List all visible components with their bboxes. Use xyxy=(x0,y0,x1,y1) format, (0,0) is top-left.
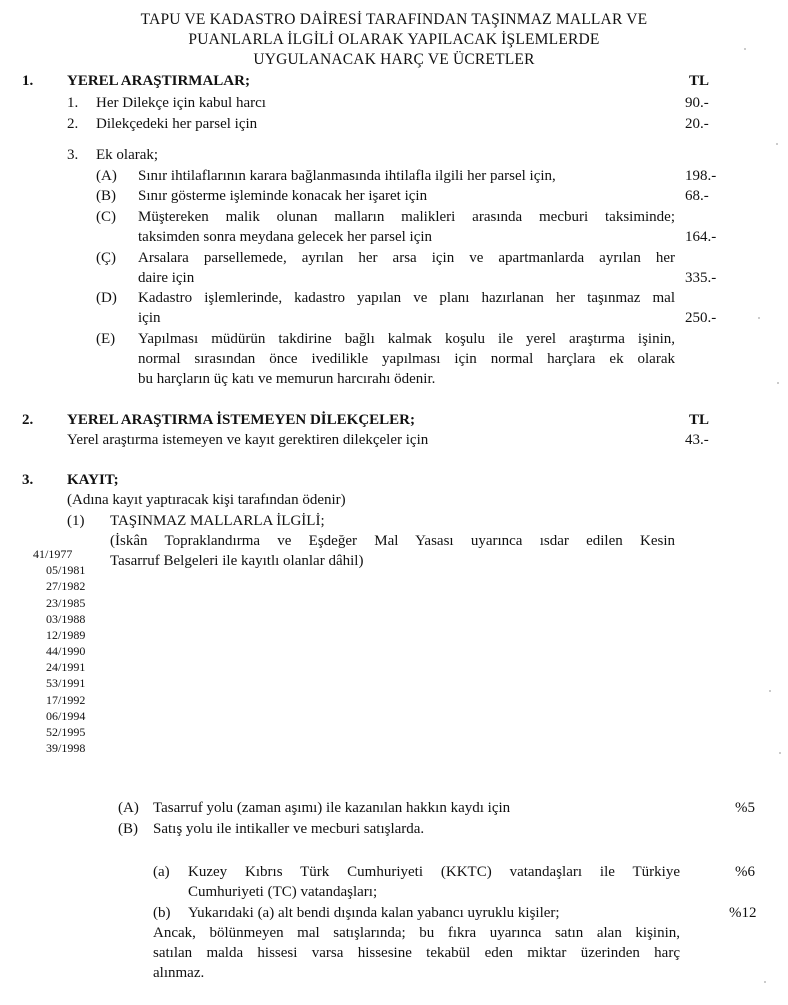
sub-1-note-line-2: Tasarruf Belgeleri ile kayıtlı olanlar dâhil) xyxy=(110,553,364,569)
law-ref: 44/1990 xyxy=(46,644,86,658)
sub-b-rate: %12 xyxy=(729,905,757,921)
sub-D-label: (D) xyxy=(96,290,117,306)
sub-1-number: (1) xyxy=(67,513,85,529)
law-ref: 06/1994 xyxy=(46,709,86,723)
title-line-2: PUANLARLA İLGİLİ OLARAK YAPILACAK İŞLEMLERDE xyxy=(188,31,600,48)
law-ref: 24/1991 xyxy=(46,660,86,674)
sub-Ç-line-1: Arsalara parsellemede, ayrılan her arsa için ve apartmanlarda ayrılan her xyxy=(138,250,675,266)
ancak-line-3: alınmaz. xyxy=(153,965,205,981)
sub-E-line-2: normal sırasından önce ivedilikle yapılması için normal harçlara ek olarak xyxy=(138,351,675,367)
law-ref: 17/1992 xyxy=(46,693,86,707)
sub-3B-text: Satış yolu ile intikaller ve mecburi satışlarda. xyxy=(153,821,425,837)
ancak-line-2: satılan malda hissesi varsa hissesine tekabül eden miktar üzerinden harç xyxy=(153,945,680,961)
sub-Ç-amount: 335.- xyxy=(685,270,717,286)
scan-speck xyxy=(776,143,778,145)
sub-D-amount: 250.- xyxy=(685,310,717,326)
section-1-currency: TL xyxy=(689,73,710,89)
sub-A-amount: 198.- xyxy=(685,168,717,184)
sub-C-line-1: Müştereken malik olunan malların malikleri arasında mecburi taksiminde; xyxy=(138,209,675,225)
section-3-number: 3. xyxy=(22,472,34,488)
sub-Ç-line-2: daire için xyxy=(138,270,195,286)
item-2-amount: 20.- xyxy=(685,116,709,132)
scan-speck xyxy=(777,382,779,384)
sub-C-amount: 164.- xyxy=(685,229,717,245)
sub-3A-text: Tasarruf yolu (zaman aşımı) ile kazanılan hakkın kaydı için xyxy=(153,800,511,816)
section-2-amount: 43.- xyxy=(685,432,709,448)
sub-a-line-2: Cumhuriyeti (TC) vatandaşları; xyxy=(188,884,378,900)
item-2-number: 2. xyxy=(67,116,79,132)
item-3-text: Ek olarak; xyxy=(96,147,159,163)
law-ref: 03/1988 xyxy=(46,612,86,626)
item-1-amount: 90.- xyxy=(685,95,709,111)
scan-speck xyxy=(744,48,746,50)
sub-E-label: (E) xyxy=(96,331,116,347)
law-ref: 53/1991 xyxy=(46,676,86,690)
sub-a-line-1: Kuzey Kıbrıs Türk Cumhuriyeti (KKTC) vatandaşları ile Türkiye xyxy=(188,864,680,880)
law-ref: 12/1989 xyxy=(46,628,86,642)
law-ref: 39/1998 xyxy=(46,741,86,755)
section-2-text: Yerel araştırma istemeyen ve kayıt gerektiren dilekçeler için xyxy=(67,432,429,448)
sub-C-line-2: taksimden sonra meydana gelecek her parsel için xyxy=(138,229,433,245)
sub-E-line-3: bu harçların üç katı ve memurun harcırahı ödenir. xyxy=(138,371,436,387)
section-3-note: (Adına kayıt yaptıracak kişi tarafından ödenir) xyxy=(67,492,346,508)
scan-speck xyxy=(764,981,766,983)
sub-Ç-label: (Ç) xyxy=(96,250,116,266)
sub-1-note-line-1: (İskân Topraklandırma ve Eşdeğer Mal Yasası uyarınca ısdar edilen Kesin xyxy=(110,533,675,549)
sub-B-label: (B) xyxy=(96,188,116,204)
sub-B-line-1: Sınır gösterme işleminde konacak her işaret için xyxy=(138,188,428,204)
scan-speck xyxy=(779,752,781,754)
item-1-number: 1. xyxy=(67,95,79,111)
sub-D-line-1: Kadastro işlemlerinde, kadastro yapılan ve planı hazırlanan her taşınmaz mal xyxy=(138,290,675,306)
sub-B-amount: 68.- xyxy=(685,188,709,204)
item-1-text: Her Dilekçe için kabul harcı xyxy=(96,95,266,111)
sub-3A-label: (A) xyxy=(118,800,139,816)
section-2-currency: TL xyxy=(689,412,710,428)
sub-b-text: Yukarıdaki (a) alt bendi dışında kalan yabancı uyruklu kişiler; xyxy=(188,905,560,921)
sub-a-rate: %6 xyxy=(735,864,755,880)
section-1-heading: YEREL ARAŞTIRMALAR; xyxy=(67,73,250,89)
section-3-heading: KAYIT; xyxy=(67,472,119,488)
law-ref: 41/1977 xyxy=(33,547,73,561)
item-3-number: 3. xyxy=(67,147,79,163)
title-line-3: UYGULANACAK HARÇ VE ÜCRETLER xyxy=(253,51,535,68)
law-ref: 23/1985 xyxy=(46,596,86,610)
sub-3B-label: (B) xyxy=(118,821,138,837)
ancak-line-1: Ancak, bölünmeyen mal satışlarında; bu fıkra uyarınca satın alan kişinin, xyxy=(153,925,680,941)
law-ref: 05/1981 xyxy=(46,563,86,577)
item-2-text: Dilekçedeki her parsel için xyxy=(96,116,258,132)
law-ref: 27/1982 xyxy=(46,579,86,593)
sub-b-label: (b) xyxy=(153,905,171,921)
section-2-heading: YEREL ARAŞTIRMA İSTEMEYEN DİLEKÇELER; xyxy=(67,412,415,428)
sub-3A-rate: %5 xyxy=(735,800,755,816)
section-2-number: 2. xyxy=(22,412,34,428)
law-ref: 52/1995 xyxy=(46,725,86,739)
scan-speck xyxy=(769,690,771,692)
title-line-1: TAPU VE KADASTRO DAİRESİ TARAFINDAN TAŞINMAZ MALLAR VE xyxy=(140,11,648,28)
sub-A-label: (A) xyxy=(96,168,117,184)
scan-speck xyxy=(758,317,760,319)
sub-D-line-2: için xyxy=(138,310,161,326)
sub-E-line-1: Yapılması müdürün takdirine bağlı kalmak koşulu ile yerel araştırma işinin, xyxy=(138,331,675,347)
sub-A-line-1: Sınır ihtilaflarının karara bağlanmasında ihtilafla ilgili her parsel için, xyxy=(138,168,556,184)
sub-1-heading: TAŞINMAZ MALLARLA İLGİLİ; xyxy=(110,513,325,529)
sub-a-label: (a) xyxy=(153,864,170,880)
sub-C-label: (C) xyxy=(96,209,116,225)
section-1-number: 1. xyxy=(22,73,34,89)
